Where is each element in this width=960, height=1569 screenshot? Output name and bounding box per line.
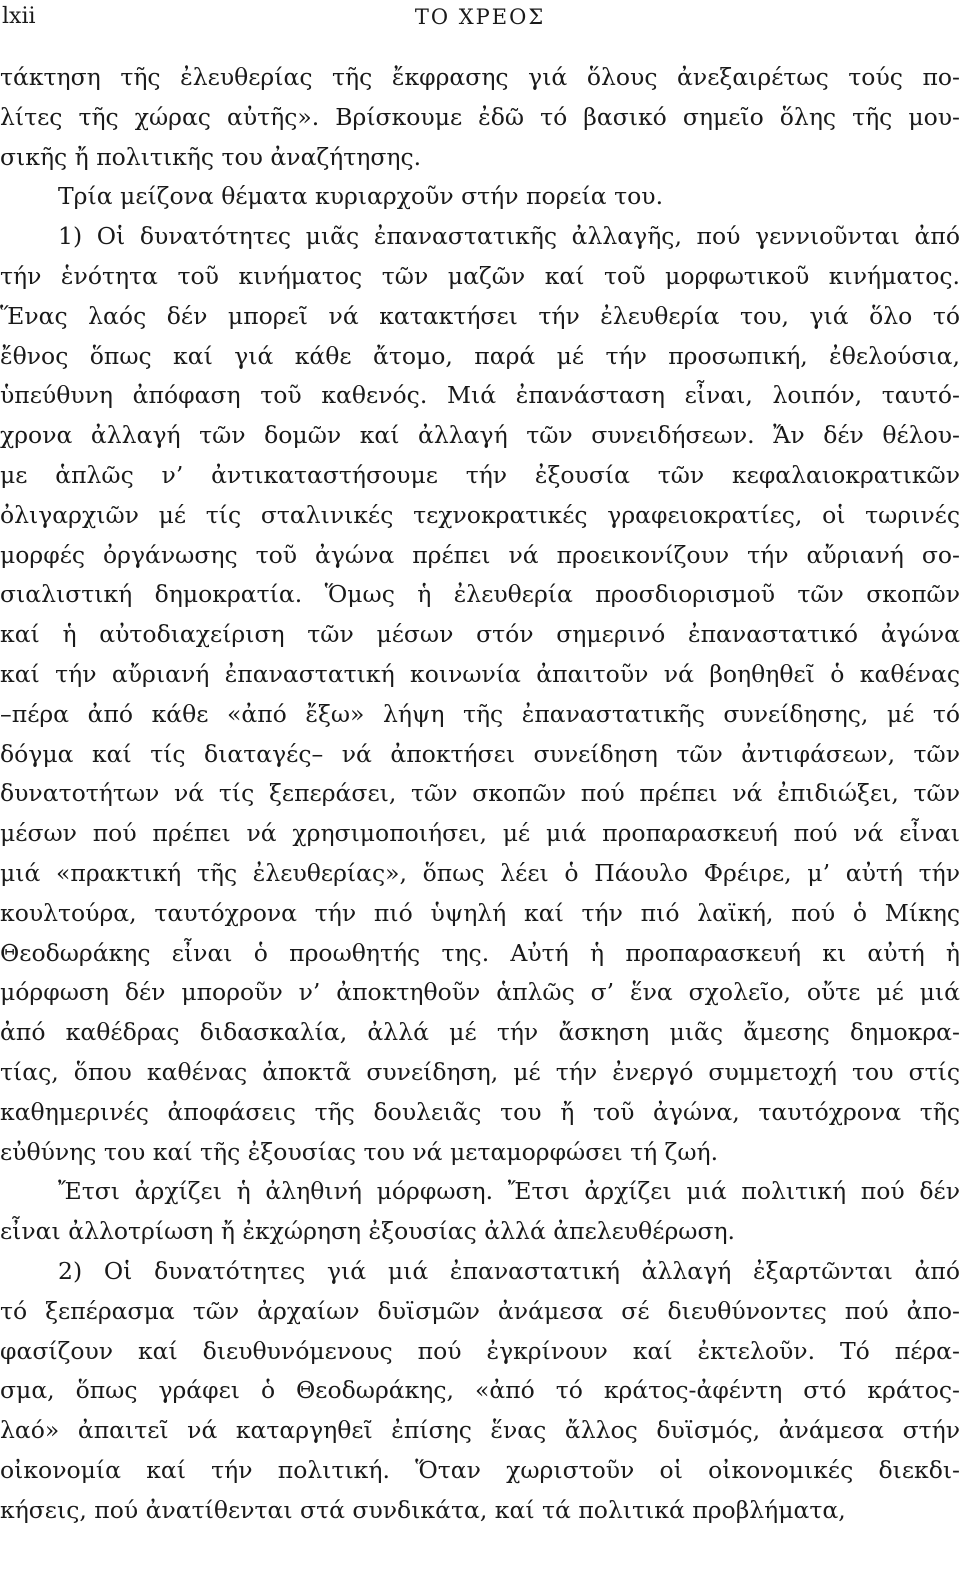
text-line: τάκτηση τῆς ἐλευθερίας τῆς ἔκφρασης γιά ὅλους ἀνεξαιρέτως τούς πο- bbox=[0, 63, 960, 91]
text-line: ὀλιγαρχιῶν μέ τίς σταλινικές τεχνοκρατικές γραφειοκρατίες, οἱ τωρινές bbox=[0, 500, 960, 529]
running-head bbox=[0, 2, 960, 36]
text-line: κήσεις, πού ἀνατίθενται στά συνδικάτα, καί τά πολιτικά προβλήματα, bbox=[0, 1495, 846, 1524]
text-line: Ἔτσι ἀρχίζει ἡ ἀληθινή μόρφωση. Ἔτσι ἀρχίζει μιά πολιτική πού δέν bbox=[58, 1177, 960, 1206]
text-line: 1) Οἱ δυνατότητες μιᾶς ἐπαναστατικῆς ἀλλαγῆς, πού γεννιοῦνται ἀπό bbox=[58, 222, 960, 251]
text-line: ἔθνος ὅπως καί γιά κάθε ἄτομο, παρά μέ τήν προσωπική, ἐθελούσια, bbox=[0, 341, 960, 370]
text-line: –πέρα ἀπό κάθε «ἀπό ἔξω» λήψη τῆς ἐπαναστατικῆς συνείδησης, μέ τό bbox=[0, 699, 960, 728]
text-line: σικῆς ἤ πολιτικῆς του ἀναζήτησης. bbox=[0, 142, 422, 171]
text-body bbox=[0, 58, 960, 1530]
text-line: μέσων πού πρέπει νά χρησιμοποιήσει, μέ μιά προπαρασκευή πού νά εἶναι bbox=[0, 819, 960, 848]
text-line: καί ἡ αὐτοδιαχείριση τῶν μέσων στόν σημερινό ἐπαναστατικό ἀγώνα bbox=[0, 620, 960, 649]
text-line: δόγμα καί τίς διαταγές– νά ἀποκτήσει συνείδηση τῶν ἀντιφάσεων, τῶν bbox=[0, 739, 960, 768]
paragraph bbox=[0, 1252, 960, 1531]
text-line: σιαλιστική δημοκρατία. Ὅμως ἡ ἐλευθερία προσδιορισμοῦ τῶν σκοπῶν bbox=[0, 580, 960, 609]
text-line: Ἕνας λαός δέν μπορεῖ νά κατακτήσει τήν ἐλευθερία του, γιά ὅλο τό bbox=[0, 301, 960, 330]
text-line: φασίζουν καί διευθυνόμενους πού ἐγκρίνουν καί ἐκτελοῦν. Τό πέρα- bbox=[0, 1336, 960, 1365]
text-line: Θεοδωράκης εἶναι ὁ προωθητής της. Αὐτή ἡ προπαρασκευή κι αὐτή ἡ bbox=[0, 938, 960, 967]
page-number: lxii bbox=[2, 4, 36, 29]
text-line: τίας, ὅπου καθένας ἀποκτᾶ συνείδηση, μέ τήν ἐνεργό συμμετοχή του στίς bbox=[0, 1057, 960, 1086]
paragraph bbox=[0, 1172, 960, 1252]
text-line: δυνατοτήτων νά τίς ξεπεράσει, τῶν σκοπῶν πού πρέπει νά ἐπιδιώξει, τῶν bbox=[0, 779, 960, 808]
text-line: λαό» ἀπαιτεῖ νά καταργηθεῖ ἐπίσης ἕνας ἄλλος δυϊσμός, ἀνάμεσα στήν bbox=[0, 1416, 960, 1445]
text-line: μόρφωση δέν μποροῦν ν’ ἀποκτηθοῦν ἁπλῶς σ’ ἕνα σχολεῖο, οὔτε μέ μιά bbox=[0, 978, 960, 1007]
text-line: με ἁπλῶς ν’ ἀντικαταστήσουμε τήν ἐξουσία τῶν κεφαλαιοκρατικῶν bbox=[0, 460, 960, 489]
text-line: τήν ἑνότητα τοῦ κινήματος τῶν μαζῶν καί τοῦ μορφωτικοῦ κινήματος. bbox=[0, 261, 960, 290]
text-line: χρονα ἀλλαγή τῶν δομῶν καί ἀλλαγή τῶν συνειδήσεων. Ἄν δέν θέλου- bbox=[0, 421, 960, 450]
text-line: ὑπεύθυνη ἀπόφαση τοῦ καθενός. Μιά ἐπανάσταση εἶναι, λοιπόν, ταυτό- bbox=[0, 381, 960, 410]
paragraph bbox=[0, 217, 960, 1172]
text-line: σμα, ὅπως γράφει ὁ Θεοδωράκης, «ἀπό τό κράτος-ἀφέντη στό κράτος- bbox=[0, 1376, 960, 1405]
text-line: ἀπό καθέδρας διδασκαλία, ἀλλά μέ τήν ἄσκηση μιᾶς ἄμεσης δημοκρα- bbox=[0, 1018, 960, 1047]
text-line: εἶναι ἀλλοτρίωση ἤ ἐκχώρηση ἐξουσίας ἀλλά ἀπελευθέρωση. bbox=[0, 1217, 736, 1246]
text-line: μορφές ὀργάνωσης τοῦ ἀγώνα πρέπει νά προεικονίζουν τήν αὔριανή σο- bbox=[0, 540, 960, 569]
text-line: μιά «πρακτική τῆς ἐλευθερίας», ὅπως λέει ὁ Πάουλο Φρέιρε, μ’ αὐτή τήν bbox=[0, 858, 960, 887]
text-line: οἰκονομία καί τήν πολιτική. Ὅταν χωριστοῦν οἱ οἰκονομικές διεκδι- bbox=[0, 1455, 960, 1484]
text-line: τό ξεπέρασμα τῶν ἀρχαίων δυϊσμῶν ἀνάμεσα σέ διευθύνοντες πού ἀπο- bbox=[0, 1296, 960, 1325]
text-line: εὐθύνης του καί τῆς ἐξουσίας του νά μεταμορφώσει τή ζωή. bbox=[0, 1137, 719, 1166]
paragraph bbox=[0, 177, 960, 217]
paragraph bbox=[0, 58, 960, 177]
text-line: καθημερινές ἀποφάσεις τῆς δουλειᾶς του ἤ τοῦ ἀγώνα, ταυτόχρονα τῆς bbox=[0, 1097, 960, 1126]
text-line: κουλτούρα, ταυτόχρονα τήν πιό ὑψηλή καί τήν πιό λαϊκή, πού ὁ Μίκης bbox=[0, 898, 960, 927]
text-line: καί τήν αὔριανή ἐπαναστατική κοινωνία ἀπαιτοῦν νά βοηθηθεῖ ὁ καθένας bbox=[0, 659, 960, 688]
running-title: ΤΟ ΧΡΕΟΣ bbox=[414, 5, 546, 29]
text-line: 2) Οἱ δυνατότητες γιά μιά ἐπαναστατική ἀλλαγή ἐξαρτῶνται ἀπό bbox=[58, 1256, 960, 1285]
text-line: Τρία μείζονα θέματα κυριαρχοῦν στήν πορεία του. bbox=[58, 182, 664, 211]
text-line: λίτες τῆς χώρας αὐτῆς». Βρίσκουμε ἐδῶ τό βασικό σημεῖο ὅλης τῆς μου- bbox=[0, 102, 960, 131]
